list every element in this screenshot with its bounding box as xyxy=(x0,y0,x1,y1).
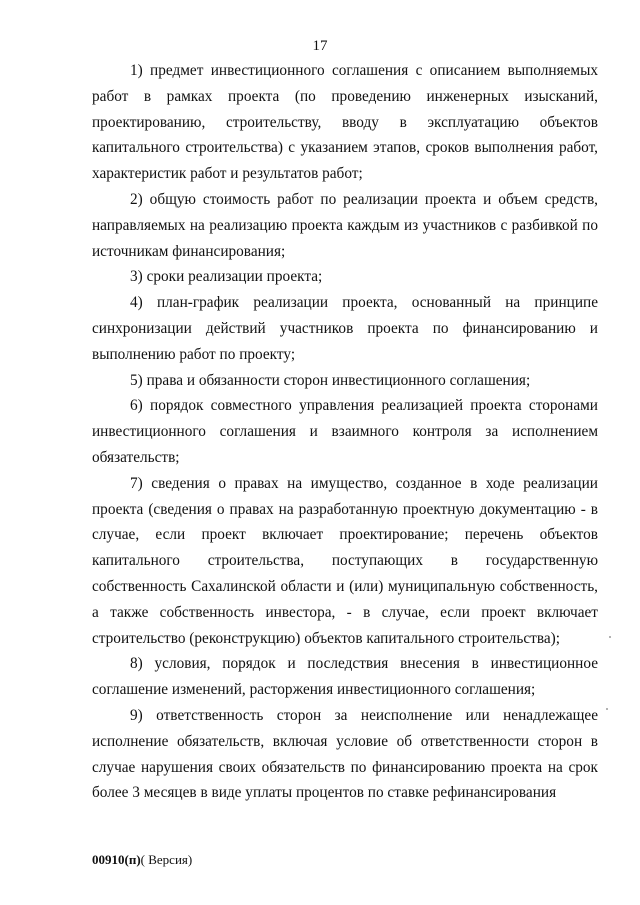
list-item-7: 7) сведения о правах на имущество, созданное в ходе реализации проекта (сведения о правах на разработанную проектную документацию - в случае, если проект включает проектирование; перечень объектов капитального строительства, поступающих в государственную собственность Сахалинской области и (или) муниципальную собственность, а также собственность инвестора, - в случае, если проект включает строительство (реконструкцию) объектов капитального строительства); xyxy=(92,474,598,647)
list-item-3: 3) сроки реализации проекта; xyxy=(130,268,323,286)
list-item-6: 6) порядок совместного управления реализацией проекта сторонами инвестиционного соглашения и взаимного контроля за исполнением обязательств; xyxy=(92,397,598,466)
document-footer xyxy=(92,852,192,868)
page-number: 17 xyxy=(312,38,328,54)
list-item-4: 4) план-график реализации проекта, основанный на принципе синхронизации действий участников проекта по финансированию и выполнению работ по проекту; xyxy=(92,294,598,363)
document-version: ( Версия) xyxy=(140,852,193,867)
list-item-8: 8) условия, порядок и последствия внесения в инвестиционное соглашение изменений, расторжения инвестиционного соглашения; xyxy=(92,655,598,699)
document-code: 00910(п) xyxy=(92,852,141,867)
list-item-2: 2) общую стоимость работ по реализации проекта и объем средств, направляемых на реализацию проекта каждым из участников с разбивкой по источникам финансирования; xyxy=(92,190,598,260)
body-text xyxy=(92,58,598,806)
list-item-5: 5) права и обязанности сторон инвестиционного соглашения; xyxy=(130,371,531,389)
scan-speck xyxy=(606,708,608,710)
list-item-9: 9) ответственность сторон за неисполнение или ненадлежащее исполнение обязательств, включая условие об ответственности сторон в случае нарушения своих обязательств по финансированию проекта на срок более 3 месяцев в виде уплаты процентов по ставке рефинансирования xyxy=(92,706,598,802)
scan-speck xyxy=(609,636,611,638)
list-item-1: 1) предмет инвестиционного соглашения с описанием выполняемых работ в рамках проекта (по проведению инженерных изысканий, проектированию, строительству, вводу в эксплуатацию объектов капитального строительства) с указанием этапов, сроков выполнения работ, характеристик работ и результатов работ; xyxy=(92,62,598,183)
